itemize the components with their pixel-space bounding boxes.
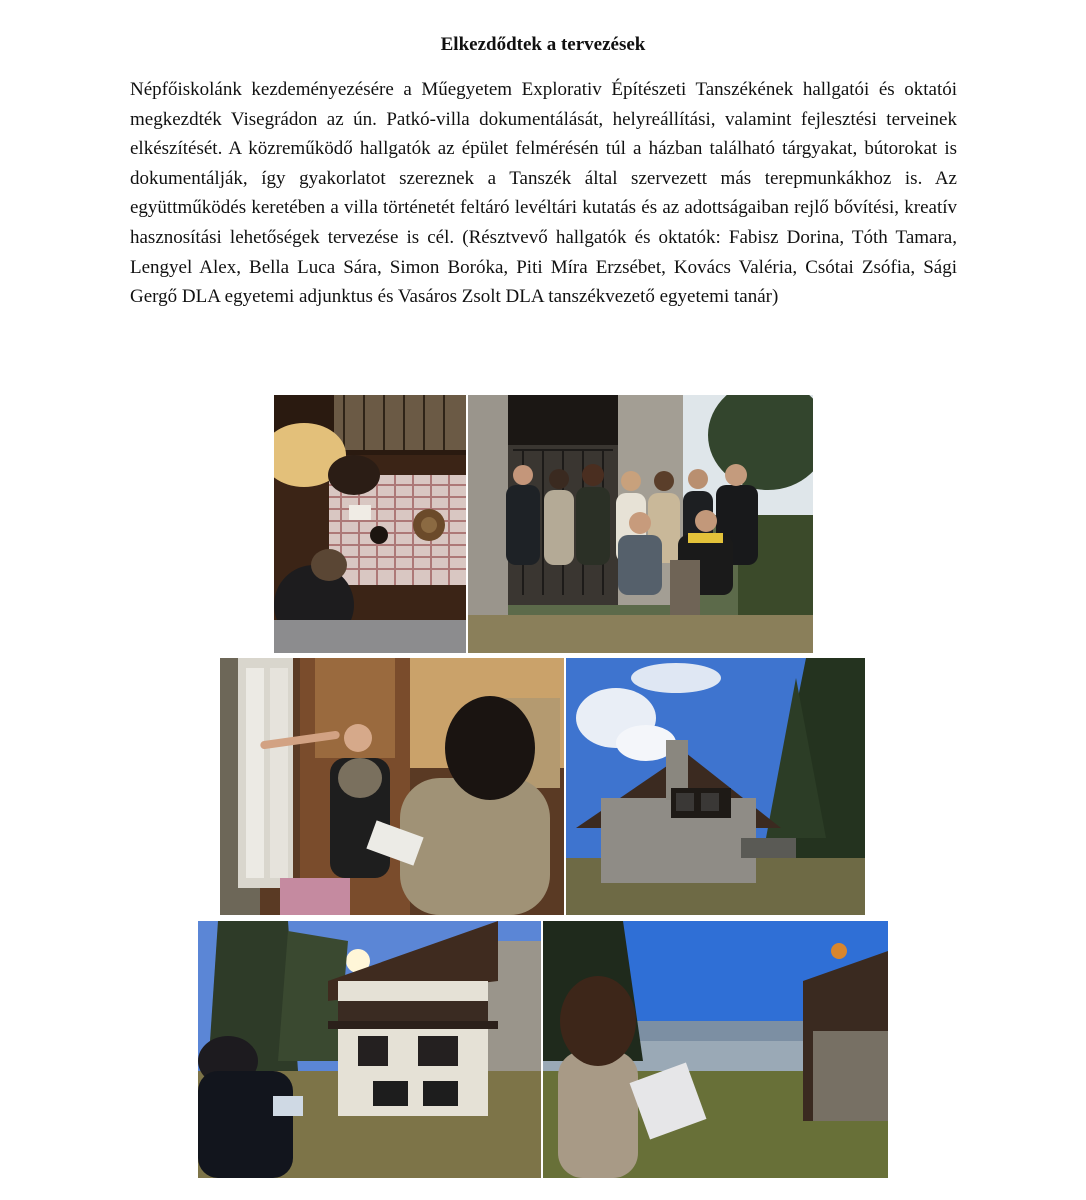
sketching-danube-view-photo	[543, 921, 888, 1178]
overhead-table-photo	[274, 395, 466, 653]
group-photo-at-entrance	[468, 395, 813, 653]
villa-balcony-photo	[198, 921, 541, 1178]
article-body: Népfőiskolánk kezdeményezésére a Műegyetem Explorativ Építészeti Tanszékének hallgatói és oktatói megkezdték Visegrádon az ún. Patkó-villa dokumentálását, helyreállítási, valamint fejlesztési terveinek elkészítését. A közreműködő hallgatók az épület felmérésén túl a házban található tárgyakat, bútorokat is dokumentálják, így gyakorlatot szereznek a Tanszék által szervezett más terepmunkákhoz is. Az együttműködés keretében a villa történetét feltáró levéltári kutatás és az adottságaiban rejlő bővítési, kreatív hasznosítási lehetőségek tervezése is cél. (Résztvevő hallgatók és oktatók: Fabisz Dorina, Tóth Tamara, Lengyel Alex, Bella Luca Sára, Simon Boróka, Piti Míra Erzsébet, Kovács Valéria, Csótai Zsófia, Sági Gergő DLA egyetemi adjunktus és Vasáros Zsolt DLA tanszékvezető egyetemi tanár)	[130, 79, 957, 308]
article-title: Elkezdődtek a tervezések	[440, 34, 646, 55]
interior-measuring-photo	[220, 658, 564, 915]
stone-house-chimney-photo	[566, 658, 865, 915]
